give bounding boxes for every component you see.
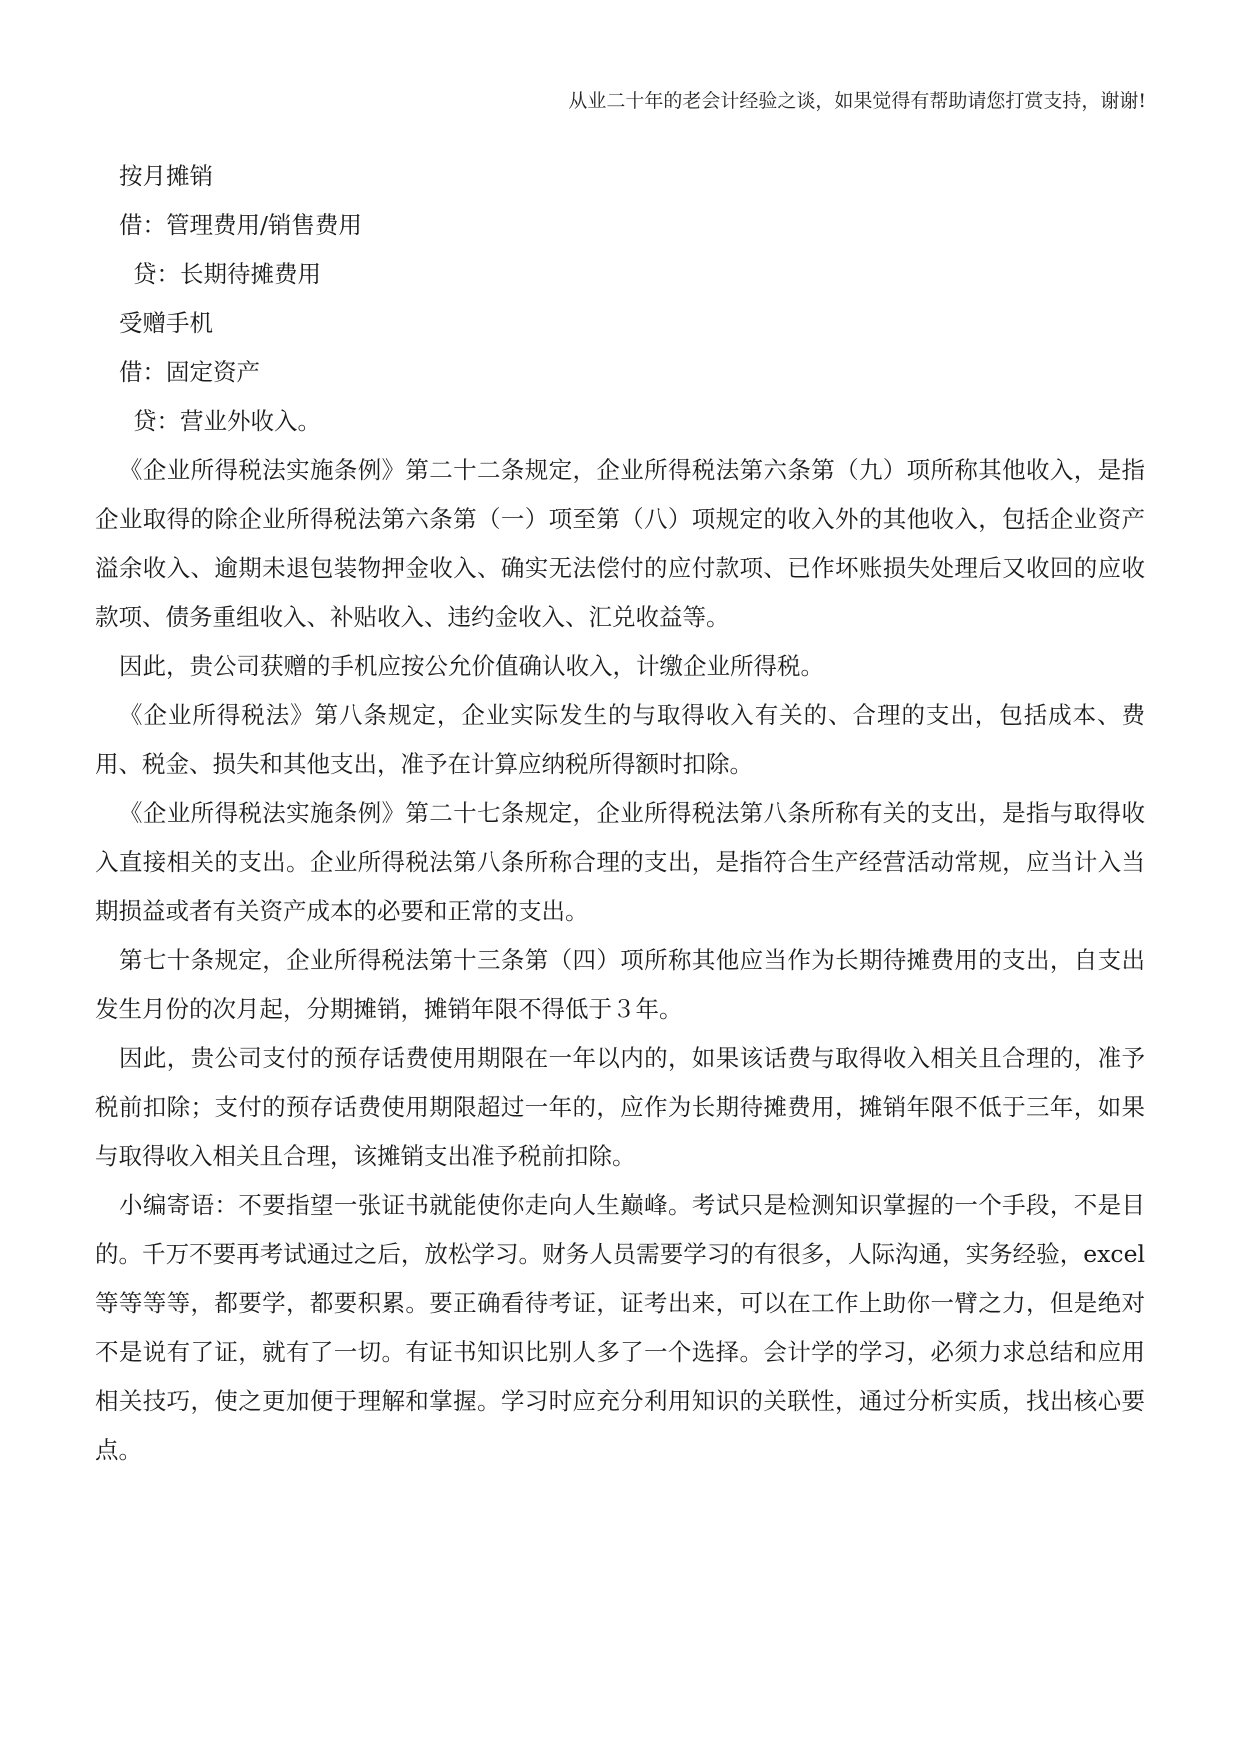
paragraph-regulation-70: 第七十条规定，企业所得税法第十三条第（四）项所称其他应当作为长期待摊费用的支出，自支出发生月份的次月起，分期摊销，摊销年限不得低于３年。 xyxy=(95,946,1145,1023)
paragraph-conclusion-prepaid: 因此，贵公司支付的预存话费使用期限在一年以内的，如果该话费与取得收入相关且合理的，准予税前扣除；支付的预存话费使用期限超过一年的，应作为长期待摊费用，摊销年限不低于三年，如果与取得收入相关且合理，该摊销支出准予税前扣除。 xyxy=(95,1044,1145,1170)
paragraph-regulation-27: 《企业所得税法实施条例》第二十七条规定，企业所得税法第八条所称有关的支出，是指与取得收入直接相关的支出。企业所得税法第八条所称合理的支出，是指符合生产经营活动常规，应当计入当期损益或者有关资产成本的必要和正常的支出。 xyxy=(95,799,1145,925)
paragraph-law-article-8: 《企业所得税法》第八条规定，企业实际发生的与取得收入有关的、合理的支出，包括成本、费用、税金、损失和其他支出，准予在计算应纳税所得额时扣除。 xyxy=(95,701,1145,778)
entry-gift-credit: 贷：营业外收入。 xyxy=(133,407,321,435)
paragraph-regulation-22: 《企业所得税法实施条例》第二十二条规定，企业所得税法第六条第（九）项所称其他收入，是指企业取得的除企业所得税法第六条第（一）项至第（八）项规定的收入外的其他收入，包括企业资产溢余收入、逾期未退包装物押金收入、确实无法偿付的应付款项、已作坏账损失处理后又收回的应收款项、债务重组收入、补贴收入、违约金收入、汇兑收益等。 xyxy=(95,456,1145,631)
entry-amortize-title: 按月摊销 xyxy=(119,162,213,190)
document-body xyxy=(95,152,1145,1475)
entry-amortize-debit: 借：管理费用/销售费用 xyxy=(119,211,362,239)
header-note: 从业二十年的老会计经验之谈，如果觉得有帮助请您打赏支持，谢谢! xyxy=(568,90,1146,112)
entry-gift-title: 受赠手机 xyxy=(119,309,213,337)
entry-gift-debit: 借：固定资产 xyxy=(119,358,260,386)
entry-amortize-credit: 贷：长期待摊费用 xyxy=(133,260,321,288)
paragraph-editor-note: 小编寄语：不要指望一张证书就能使你走向人生巅峰。考试只是检测知识掌握的一个手段，不是目的。千万不要再考试通过之后，放松学习。财务人员需要学习的有很多，人际沟通，实务经验，excel 等等等等，都要学，都要积累。要正确看待考证，证考出来，可以在工作上助你一臂之力，但是绝对不是说有了证，就有了一切。有证书知识比别人多了一个选择。会计学的学习，必须力求总结和应用相关技巧，使之更加便于理解和掌握。学习时应充分利用知识的关联性，通过分析实质，找出核心要点。 xyxy=(95,1191,1145,1464)
paragraph-conclusion-income: 因此，贵公司获赠的手机应按公允价值确认收入，计缴企业所得税。 xyxy=(119,652,824,680)
